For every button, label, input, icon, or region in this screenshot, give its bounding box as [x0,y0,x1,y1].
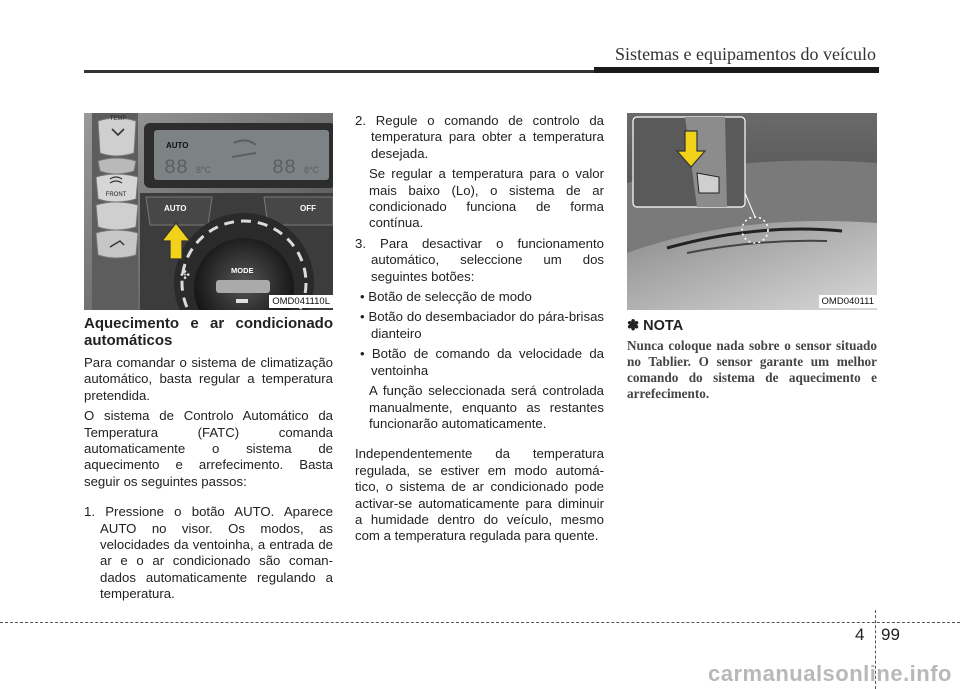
note-box [627,318,877,402]
running-header: Sistemas e equipamentos do veículo [615,44,876,64]
windshield-sensor-figure [627,113,877,310]
step-3: 3. Para desactivar o funcionamento automático, seleccione um dos seguintes botões: [355,235,604,284]
figure-caption: OMD040111 [819,295,877,308]
note-title: ✽ NOTA [627,318,684,334]
svg-text:TEMP: TEMP [109,116,127,122]
step-3-note: A função seleccionada será controlada manualmente, enquanto as restantes funcionarão automaticamente. [369,383,604,431]
svg-text:88: 88 [164,157,189,180]
page-number: 99 [881,625,900,644]
svg-text:OFF: OFF [300,204,316,213]
figure-caption: OMD041110L [269,295,333,308]
svg-text:AUTO: AUTO [164,204,187,213]
svg-text:MODE: MODE [231,266,254,275]
paragraph: Para comandar o sistema de climatização automático, basta regular a temperatura pretendida. [84,355,333,403]
windshield-illustration [627,113,877,310]
header-rule-accent [594,67,879,73]
svg-text:8°C: 8°C [196,165,212,175]
climate-panel-illustration [84,113,333,310]
step-2: 2. Regule o comando de controlo da temperatura para obter a temperatura desejada. [355,113,604,161]
auto-button [146,197,212,225]
bullet-item: • Botão do desembaciador do pára-brisas dianteiro [360,309,604,341]
note-body: Nunca coloque nada sobre o sensor situado no Tablier. O sensor garante um melhor comando do sistema de aquecimento e arrefecimento. [627,338,877,402]
chapter-number: 4 [855,625,865,644]
svg-text:FRONT: FRONT [105,192,127,198]
svg-text:AUTO: AUTO [166,141,189,150]
bullet-item: • Botão de selecção de modo [360,289,532,305]
svg-text:88: 88 [272,157,297,180]
sensor-detail-inset [633,117,755,217]
left-column [84,315,333,607]
temp-button [98,116,136,156]
svg-text:✣: ✣ [180,268,191,282]
footer-rule [0,622,960,623]
bullet-item: • Botão de comando da velocidade da ventoinha [360,346,604,378]
step-2-note: Se regular a temperatura para o valor mais baixo (Lo), o sistema de ar condicionado funciona de forma contínua. [369,166,604,231]
step-1: 1. Pressione o botão AUTO. Aparece AUTO no visor. Os modos, as velocidades da ventoinha, a entrada de ar e o ar condicionado são coman-dados automaticamente regulando a temperatura. [84,504,333,602]
middle-column [355,113,604,549]
climate-panel-figure [84,113,333,310]
paragraph: Independentemente da temperatura regulada, se estiver em modo automá-tico, o sistema de ar condicionado pode activar-se automaticamente para diminuir a humidade dentro do veículo, mesmo com a temperatura regulada para quente. [355,446,604,544]
svg-text:8°C: 8°C [304,165,320,175]
paragraph: O sistema de Controlo Automático da Temperatura (FATC) comanda automaticamente o sistema de aquecimento e arrefecimento. Basta seguir os seguintes passos: [84,408,333,489]
section-title: Aquecimento e ar condicionado automáticos [84,315,333,349]
front-defrost-button [96,174,138,202]
watermark: carmanualsonline.info [708,661,952,686]
